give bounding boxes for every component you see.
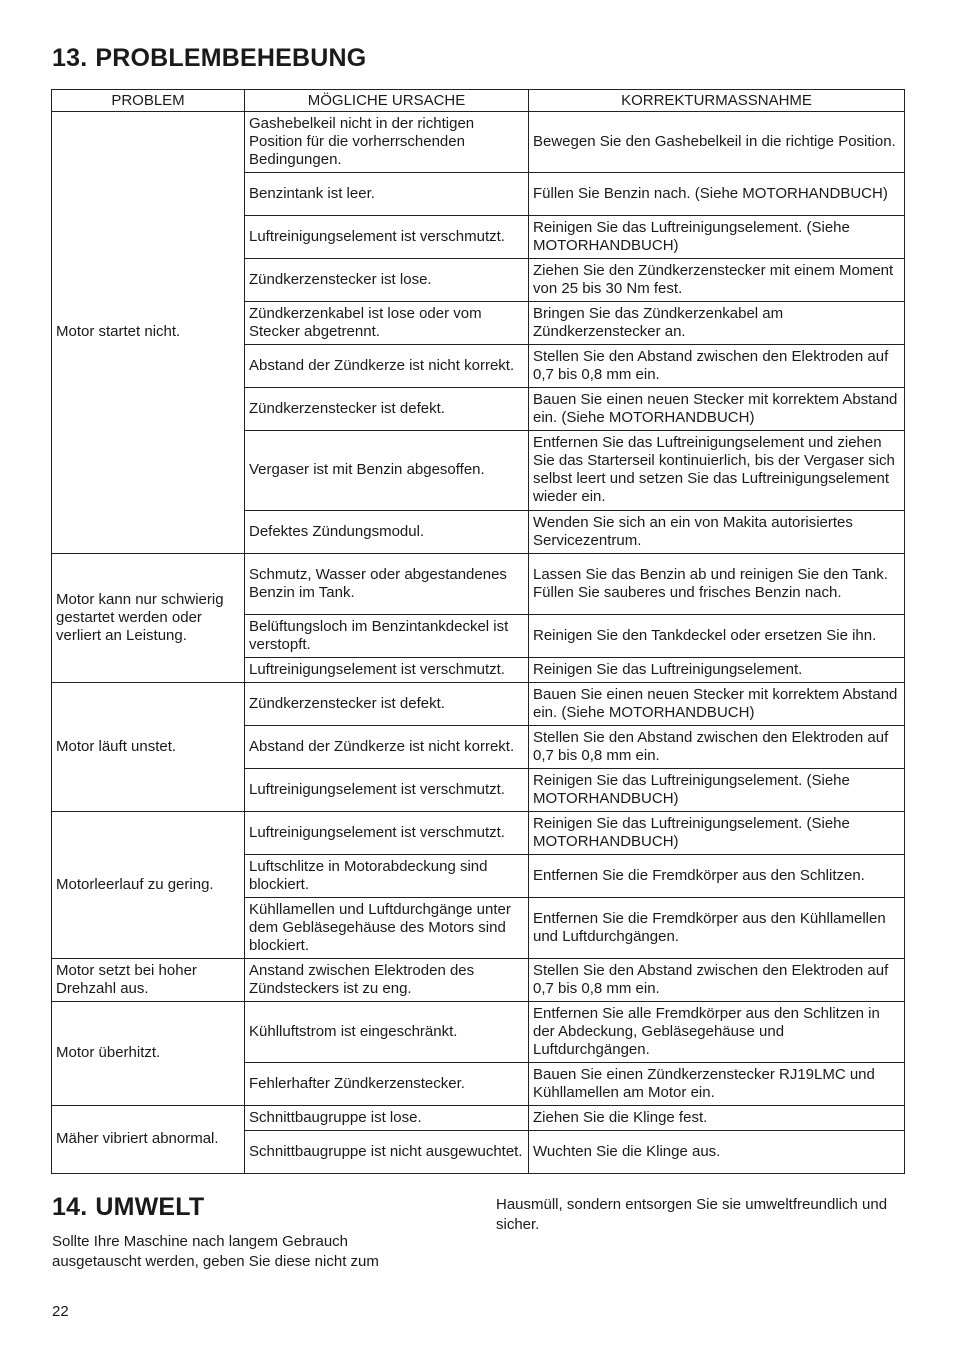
cause-cell: Anstand zwischen Elektroden des Zündsteckers ist zu eng. (245, 959, 529, 1002)
cause-cell: Kühllamellen und Luftdurchgänge unter dem Gebläsegehäuse des Motors sind blockiert. (245, 898, 529, 959)
table-row (52, 1002, 905, 1063)
fix-cell: Bauen Sie einen neuen Stecker mit korrektem Abstand ein. (Siehe MOTORHANDBUCH) (529, 388, 905, 431)
table-row (52, 554, 905, 615)
fix-cell: Wuchten Sie die Klinge aus. (529, 1131, 905, 1174)
cause-cell: Belüftungsloch im Benzintankdeckel ist verstopft. (245, 615, 529, 658)
fix-cell: Bauen Sie einen neuen Stecker mit korrektem Abstand ein. (Siehe MOTORHANDBUCH) (529, 683, 905, 726)
fix-cell: Reinigen Sie den Tankdeckel oder ersetzen Sie ihn. (529, 615, 905, 658)
section-13-number: 13. (52, 44, 88, 72)
cause-cell: Luftschlitze in Motorabdeckung sind blockiert. (245, 855, 529, 898)
cause-cell: Zündkerzenstecker ist defekt. (245, 388, 529, 431)
environment-text-left: Sollte Ihre Maschine nach langem Gebrauch ausgetauscht werden, geben Sie diese nicht zum (52, 1233, 379, 1270)
fix-cell: Reinigen Sie das Luftreinigungselement. (Siehe MOTORHANDBUCH) (529, 812, 905, 855)
table-row (52, 959, 905, 1002)
fix-cell: Entfernen Sie das Luftreinigungselement und ziehen Sie das Starterseil kontinuierlich, bis der Vergaser sich selbst leert und setzen Sie das Luftreinigungselement wieder ein. (529, 431, 905, 511)
cause-cell: Benzintank ist leer. (245, 173, 529, 216)
fix-cell: Ziehen Sie den Zündkerzenstecker mit einem Moment von 25 bis 30 Nm fest. (529, 259, 905, 302)
cause-cell: Kühlluftstrom ist eingeschränkt. (245, 1002, 529, 1063)
problem-cell: Motor läuft unstet. (52, 683, 245, 812)
cause-cell: Zündkerzenstecker ist defekt. (245, 683, 529, 726)
table-row (52, 1106, 905, 1131)
cause-cell: Schnittbaugruppe ist lose. (245, 1106, 529, 1131)
fix-cell: Bringen Sie das Zündkerzenkabel am Zündkerzenstecker an. (529, 302, 905, 345)
cause-cell: Luftreinigungselement ist verschmutzt. (245, 658, 529, 683)
table-body (52, 112, 905, 1174)
problem-cell: Motorleerlauf zu gering. (52, 812, 245, 959)
fix-cell: Entfernen Sie alle Fremdkörper aus den Schlitzen in der Abdeckung, Gebläsegehäuse und Luftdurchgängen. (529, 1002, 905, 1063)
cause-cell: Abstand der Zündkerze ist nicht korrekt. (245, 345, 529, 388)
fix-cell: Entfernen Sie die Fremdkörper aus den Schlitzen. (529, 855, 905, 898)
section-14-number: 14. (52, 1193, 88, 1221)
environment-text-right: Hausmüll, sondern entsorgen Sie sie umweltfreundlich und sicher. (496, 1196, 888, 1233)
problem-cell: Motor setzt bei hoher Drehzahl aus. (52, 959, 245, 1002)
cause-cell: Schnittbaugruppe ist nicht ausgewuchtet. (245, 1131, 529, 1174)
cause-cell: Zündkerzenkabel ist lose oder vom Stecker abgetrennt. (245, 302, 529, 345)
problem-cell: Mäher vibriert abnormal. (52, 1106, 245, 1174)
fix-cell: Reinigen Sie das Luftreinigungselement. (529, 658, 905, 683)
header-cause: MÖGLICHE URSACHE (245, 90, 529, 112)
cause-cell: Luftreinigungselement ist verschmutzt. (245, 216, 529, 259)
cause-cell: Gashebelkeil nicht in der richtigen Position für die vorherrschenden Bedingungen. (245, 112, 529, 173)
fix-cell: Entfernen Sie die Fremdkörper aus den Kühllamellen und Luftdurchgängen. (529, 898, 905, 959)
fix-cell: Ziehen Sie die Klinge fest. (529, 1106, 905, 1131)
problem-cell: Motor überhitzt. (52, 1002, 245, 1106)
fix-cell: Lassen Sie das Benzin ab und reinigen Sie den Tank. Füllen Sie sauberes und frisches Benzin nach. (529, 554, 905, 615)
section-13-title: PROBLEMBEHEBUNG (95, 44, 367, 72)
section-14-heading (52, 1192, 204, 1222)
header-fix: KORREKTURMASSNAHME (529, 90, 905, 112)
section-14-title: UMWELT (95, 1193, 205, 1221)
problem-cell: Motor startet nicht. (52, 112, 245, 554)
section-13-heading (52, 43, 366, 73)
fix-cell: Stellen Sie den Abstand zwischen den Elektroden auf 0,7 bis 0,8 mm ein. (529, 726, 905, 769)
table-row (52, 683, 905, 726)
cause-cell: Schmutz, Wasser oder abgestandenes Benzin im Tank. (245, 554, 529, 615)
fix-cell: Füllen Sie Benzin nach. (Siehe MOTORHANDBUCH) (529, 173, 905, 216)
cause-cell: Fehlerhafter Zündkerzenstecker. (245, 1063, 529, 1106)
cause-cell: Zündkerzenstecker ist lose. (245, 259, 529, 302)
table-header-row (52, 90, 905, 112)
table-row (52, 112, 905, 173)
troubleshooting-table (51, 89, 905, 1174)
fix-cell: Bauen Sie einen Zündkerzenstecker RJ19LMC und Kühllamellen am Motor ein. (529, 1063, 905, 1106)
fix-cell: Stellen Sie den Abstand zwischen den Elektroden auf 0,7 bis 0,8 mm ein. (529, 345, 905, 388)
fix-cell: Reinigen Sie das Luftreinigungselement. (Siehe MOTORHANDBUCH) (529, 769, 905, 812)
table-row (52, 812, 905, 855)
problem-cell: Motor kann nur schwierig gestartet werden oder verliert an Leistung. (52, 554, 245, 683)
page-number: 22 (52, 1303, 69, 1320)
cause-cell: Luftreinigungselement ist verschmutzt. (245, 769, 529, 812)
cause-cell: Abstand der Zündkerze ist nicht korrekt. (245, 726, 529, 769)
cause-cell: Defektes Zündungsmodul. (245, 511, 529, 554)
cause-cell: Vergaser ist mit Benzin abgesoffen. (245, 431, 529, 511)
cause-cell: Luftreinigungselement ist verschmutzt. (245, 812, 529, 855)
fix-cell: Stellen Sie den Abstand zwischen den Elektroden auf 0,7 bis 0,8 mm ein. (529, 959, 905, 1002)
header-problem: PROBLEM (52, 90, 245, 112)
fix-cell: Wenden Sie sich an ein von Makita autorisiertes Servicezentrum. (529, 511, 905, 554)
fix-cell: Bewegen Sie den Gashebelkeil in die richtige Position. (529, 112, 905, 173)
fix-cell: Reinigen Sie das Luftreinigungselement. (Siehe MOTORHANDBUCH) (529, 216, 905, 259)
